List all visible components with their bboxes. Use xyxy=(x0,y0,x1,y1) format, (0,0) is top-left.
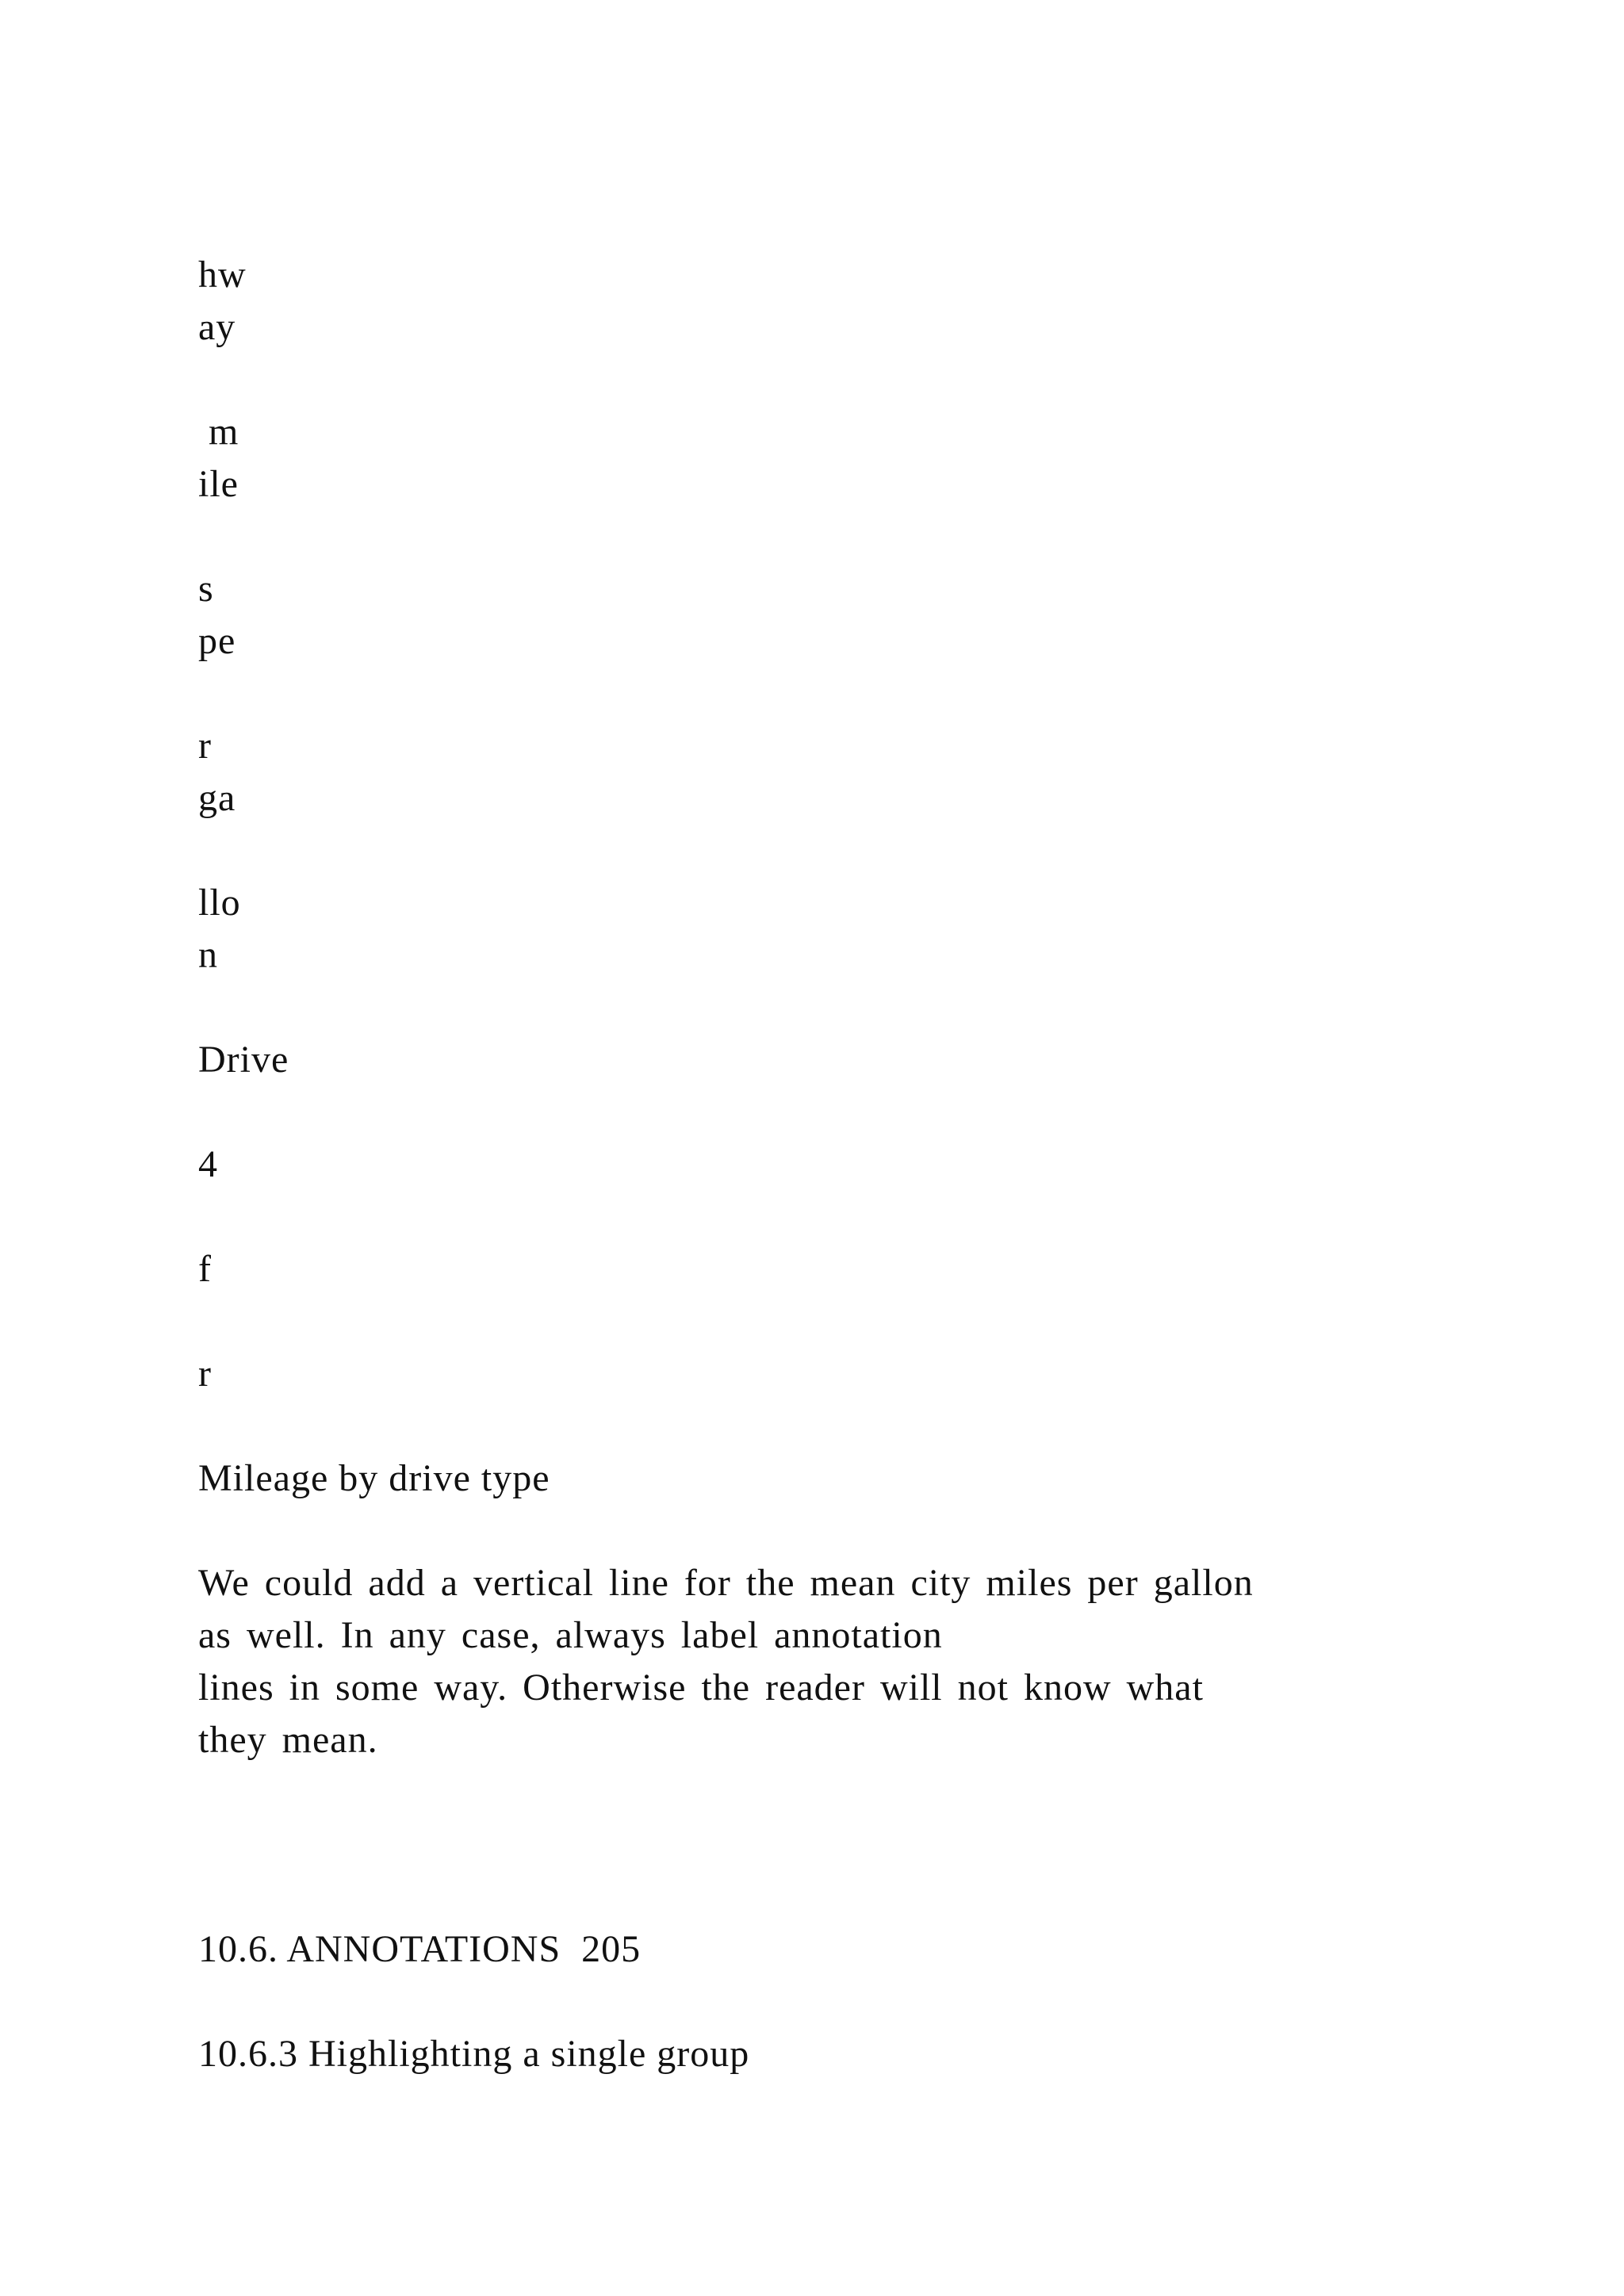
axis-label-fragment: llo xyxy=(198,882,241,924)
axis-label-fragment: n xyxy=(198,934,218,976)
axis-label-fragment: pe xyxy=(198,620,236,662)
legend-title: Drive xyxy=(198,1039,289,1081)
axis-label-fragment: ile xyxy=(198,463,239,505)
paragraph-line: lines in some way. Otherwise the reader will not know what xyxy=(198,1667,1204,1709)
figure-caption: Mileage by drive type xyxy=(198,1457,550,1499)
axis-label-fragment: hw xyxy=(198,254,247,296)
axis-label-fragment: ay xyxy=(198,306,236,348)
legend-entry: f xyxy=(198,1248,212,1290)
axis-label-fragment: r xyxy=(198,725,212,767)
legend-entry: 4 xyxy=(198,1143,218,1185)
body-paragraph xyxy=(198,1557,1435,1766)
section-heading: 10.6.3 Highlighting a single group xyxy=(198,2033,750,2075)
paragraph-line: as well. In any case, always label annotation xyxy=(198,1614,943,1656)
axis-label-fragment: s xyxy=(198,568,214,610)
legend-entry: r xyxy=(198,1353,212,1395)
paragraph-line: they mean. xyxy=(198,1719,378,1761)
running-header: 10.6. ANNOTATIONS 205 xyxy=(198,1928,642,1970)
axis-label-fragment: ga xyxy=(198,777,236,819)
paragraph-line: We could add a vertical line for the mean city miles per gallon xyxy=(198,1562,1254,1604)
axis-label-fragment: m xyxy=(198,411,239,453)
